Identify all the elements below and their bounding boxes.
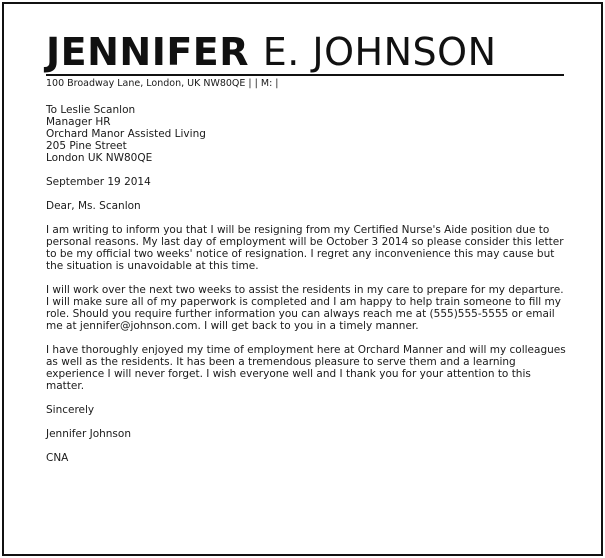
sender-first-name: JENNIFER	[46, 30, 250, 74]
letter-body	[46, 104, 566, 464]
sender-name	[46, 30, 566, 74]
sender-last-name: E. JOHNSON	[262, 30, 497, 74]
letter-content	[46, 30, 566, 476]
recipient-city: London UK NW80QE	[46, 152, 153, 164]
recipient-name: To Leslie Scanlon	[46, 104, 136, 116]
closing: Sincerely	[46, 404, 95, 416]
signature-title: CNA	[46, 452, 69, 464]
paragraph-1: I am writing to inform you that I will be resigning from my Certified Nurse's Aide position due to personal reasons. My last day of employment will be October 3 2014 so please consider this letter to be my official two weeks' notice of resignation. I regret any inconvenience this may cause but the situation is unavoidable at this time.	[46, 224, 564, 272]
salutation: Dear, Ms. Scanlon	[46, 200, 141, 212]
paragraph-2: I will work over the next two weeks to assist the residents in my care to prepare for my departure. I will make sure all of my paperwork is completed and I am happy to help train someone to fill my role. Should you require further information you can always reach me at (555)555-5555 or email me at jennifer@johnson.com. I will get back to you in a timely manner.	[46, 284, 564, 332]
letter-frame	[2, 2, 603, 556]
sender-contact: 100 Broadway Lane, London, UK NW80QE | | M: |	[46, 78, 279, 89]
recipient-street: 205 Pine Street	[46, 140, 127, 152]
recipient-title: Manager HR	[46, 116, 111, 128]
header-divider	[46, 74, 564, 76]
signature-name: Jennifer Johnson	[46, 428, 131, 440]
paragraph-3: I have thoroughly enjoyed my time of employment here at Orchard Manner and will my colleagues as well as the residents. It has been a tremendous pleasure to serve them and a learning experience I will never forget. I wish everyone well and I thank you for your attention to this matter.	[46, 344, 566, 392]
recipient-company: Orchard Manor Assisted Living	[46, 128, 206, 140]
recipient-block	[46, 104, 566, 164]
letter-date: September 19 2014	[46, 176, 151, 188]
